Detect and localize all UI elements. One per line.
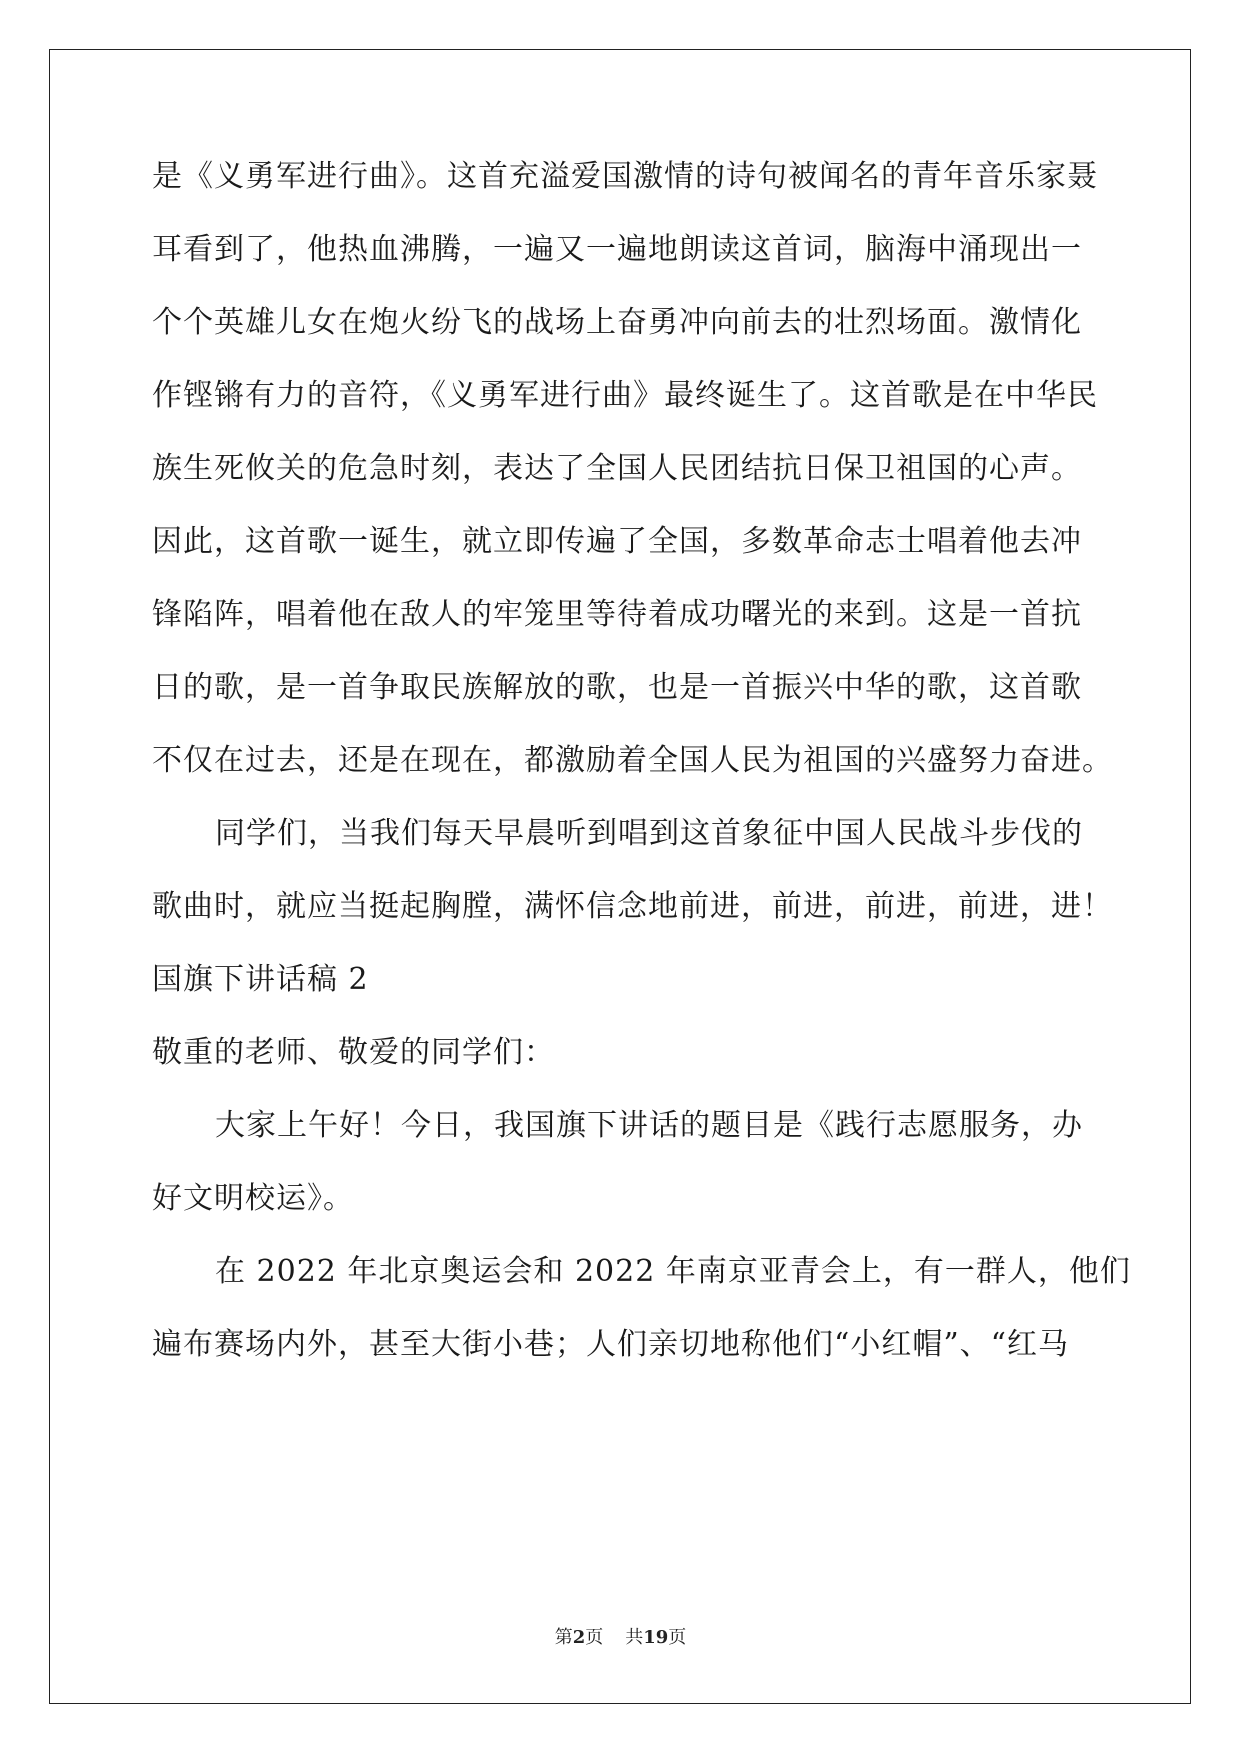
paragraph-start-line: 在 2022 年北京奥运会和 2022 年南京亚青会上，有一群人，他们 — [215, 1254, 1131, 1289]
paragraph-start-line: 大家上午好！今日，我国旗下讲话的题目是《践行志愿服务，办 — [215, 1108, 1083, 1143]
page-footer — [0, 1626, 1241, 1650]
text-line: 个个英雄儿女在炮火纷飞的战场上奋勇冲向前去的壮烈场面。激情化 — [152, 305, 1082, 340]
section-heading: 国旗下讲话稿 2 — [152, 962, 369, 997]
text-line: 日的歌，是一首争取民族解放的歌，也是一首振兴中华的歌，这首歌 — [152, 670, 1082, 705]
text-line: 好文明校运》。 — [152, 1181, 354, 1216]
text-line: 不仅在过去，还是在现在，都激励着全国人民为祖国的兴盛努力奋进。 — [152, 743, 1113, 778]
current-page-number: 2 — [572, 1627, 586, 1648]
text-line: 作铿锵有力的音符，《义勇军进行曲》最终诞生了。这首歌是在中华民 — [152, 378, 1098, 413]
total-prefix: 共 — [625, 1627, 644, 1648]
page-suffix: 页 — [585, 1627, 604, 1648]
text-line: 族生死攸关的危急时刻，表达了全国人民团结抗日保卫祖国的心声。 — [152, 451, 1082, 486]
text-line: 耳看到了，他热血沸腾，一遍又一遍地朗读这首词，脑海中涌现出一 — [152, 232, 1082, 267]
text-line: 因此，这首歌一诞生，就立即传遍了全国，多数革命志士唱着他去冲 — [152, 524, 1082, 559]
text-line: 遍布赛场内外，甚至大街小巷；人们亲切地称他们“小红帽”、“红马 — [152, 1327, 1070, 1362]
page-border — [49, 49, 1191, 1704]
total-page-count: 19 — [643, 1627, 669, 1648]
text-line: 是《义勇军进行曲》。这首充溢爱国激情的诗句被闻名的青年音乐家聂 — [152, 159, 1098, 194]
text-line: 锋陷阵，唱着他在敌人的牢笼里等待着成功曙光的来到。这是一首抗 — [152, 597, 1082, 632]
text-line: 歌曲时，就应当挺起胸膛，满怀信念地前进，前进，前进，前进，进！ — [152, 889, 1113, 924]
total-suffix: 页 — [668, 1627, 687, 1648]
page-prefix: 第 — [554, 1627, 573, 1648]
salutation-line: 敬重的老师、敬爱的同学们： — [152, 1035, 555, 1070]
paragraph-start-line: 同学们，当我们每天早晨听到唱到这首象征中国人民战斗步伐的 — [215, 816, 1083, 851]
